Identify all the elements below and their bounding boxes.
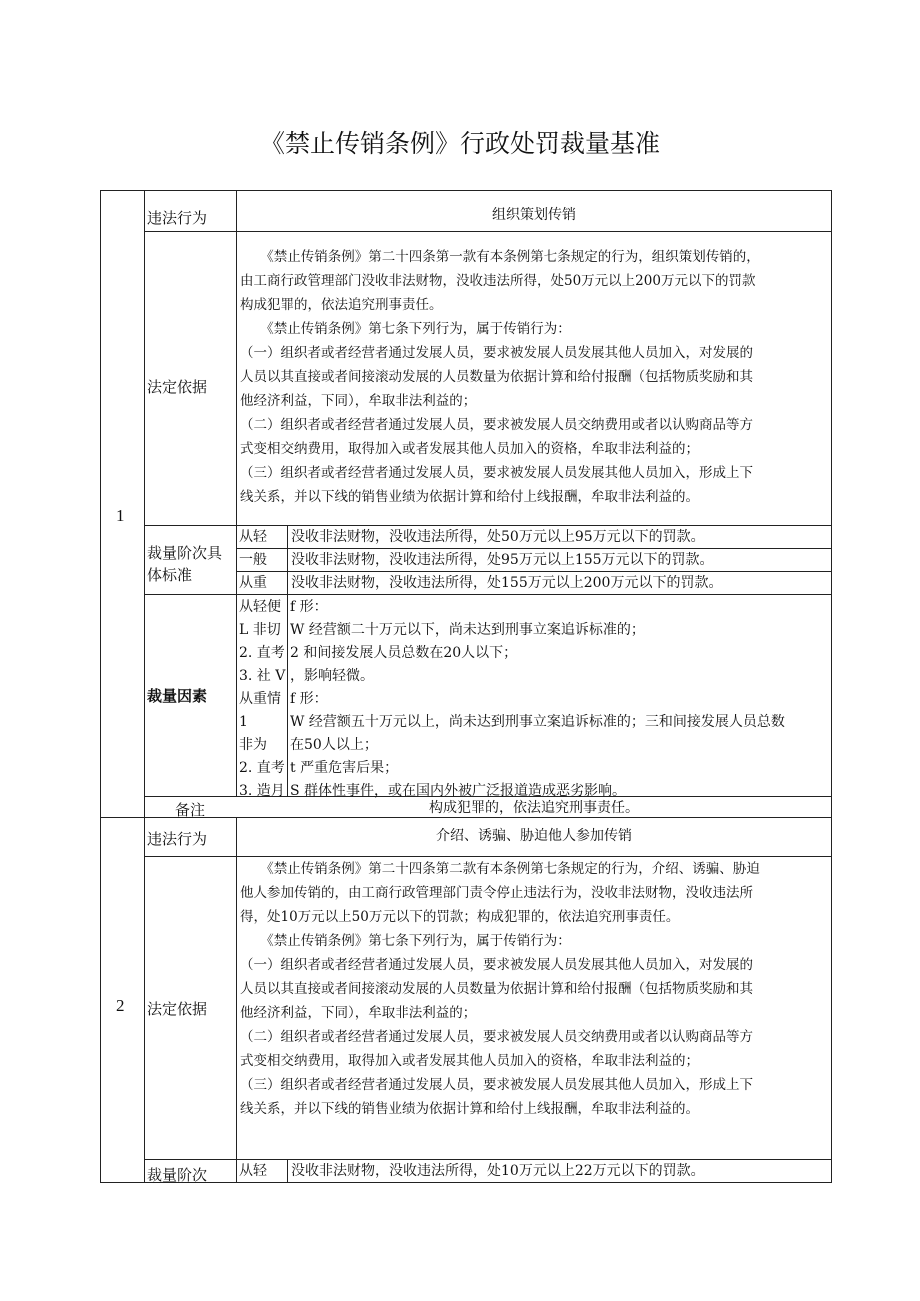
violation-label: 违法行为 — [147, 209, 208, 227]
factor-left-column: 从轻便 L 非切 2. 直考 3. 社 V 从重情 1 非为 2. 直考 3. 造月 — [239, 599, 286, 799]
remark-text: 构成犯罪的，依法追究刑事责任。 — [429, 800, 639, 816]
column-divider — [144, 190, 145, 1183]
column-divider — [236, 190, 237, 797]
level-name: 从轻 — [239, 1163, 267, 1179]
level-text: 没收非法财物，没收违法所得，处10万元以上22万元以下的罚款。 — [291, 1163, 705, 1179]
column-divider — [287, 1159, 288, 1183]
levels-label: 裁量阶次 — [147, 1166, 208, 1184]
basis-text: 《禁止传销条例》第二十四条第二款有本条例第七条规定的行为，介绍、诱骗、胁迫 他人参加传销的，由工商行政管理部门责令停止违法行为，没收非法财物，没收违法所 得，处10万元以上50万元以下的罚款；构成犯罪的，依法追究刑事责任。 《禁止传销条例》第七条下列行为，属于传销行为： （一）组织者或者经营者通过发展人员，要求被发展人员发展其他人员加入，对发展的 人员以其直接或者间接滚动发展的人员数量为依据计算和给付报酬（包括物质奖励和其 他经济利益，下同），牟取非法利益的； （二）组织者或者经营者通过发展人员，要求被发展人员交纳费用或者以认购商品等方 式变相交纳费用，取得加入或者发展其他人员加入的资格，牟取非法利益的； （三）组织者或者经营者通过发展人员，要求被发展人员发展其他人员加入，形成上下 线关系，并以下线的销售业绩为依据计算和给付上线报酬，牟取非法利益的。 — [240, 861, 760, 1117]
table-border-left — [100, 190, 101, 1183]
column-divider — [287, 594, 288, 797]
levels-label: 裁量阶次具 — [147, 544, 223, 562]
level-name: 从轻 — [239, 529, 267, 545]
violation-text: 介绍、诱骗、胁迫他人参加传销 — [436, 828, 632, 844]
basis-label: 法定依据 — [147, 1000, 208, 1018]
table-border-top — [100, 190, 832, 191]
level-text: 没收非法财物，没收违法所得，处50万元以上95万元以下的罚款。 — [291, 529, 705, 545]
level-text: 没收非法财物，没收违法所得，处95万元以上155万元以下的罚款。 — [291, 552, 714, 568]
row-number: 2 — [116, 996, 125, 1015]
violation-label: 违法行为 — [147, 830, 208, 848]
level-name: 从重 — [239, 575, 267, 591]
column-divider — [287, 525, 288, 595]
violation-text: 组织策划传销 — [492, 207, 576, 223]
basis-label: 法定依据 — [147, 378, 208, 396]
column-divider — [236, 817, 237, 1183]
page-title: 《禁止传销条例》行政处罚裁量基准 — [259, 129, 660, 158]
table-border-right — [831, 190, 832, 1183]
row-number: 1 — [116, 506, 125, 525]
basis-text: 《禁止传销条例》第二十四条第一款有本条例第七条规定的行为，组织策划传销的， 由工商行政管理部门没收非法财物，没收违法所得，处50万元以上200万元以下的罚款 构成犯罪的，依法追究刑事责任。 《禁止传销条例》第七条下列行为，属于传销行为： （一）组织者或者经营者通过发展人员，要求被发展人员发展其他人员加入，对发展的 人员以其直接或者间接滚动发展的人员数量为依据计算和给付报酬（包括物质奖励和其 他经济利益，下同），牟取非法利益的； （二）组织者或者经营者通过发展人员，要求被发展人员交纳费用或者以认购商品等方 式变相交纳费用，取得加入或者发展其他人员加入的资格，牟取非法利益的； （三）组织者或者经营者通过发展人员，要求被发展人员发展其他人员加入，形成上下 线关系，并以下线的销售业绩为依据计算和给付上线报酬，牟取非法利益的。 — [240, 249, 760, 505]
level-name: 一般 — [239, 552, 267, 568]
remark-label: 备注 — [175, 801, 206, 819]
levels-label: 体标准 — [147, 566, 193, 584]
row-divider — [144, 231, 832, 232]
factor-right-column: f 形： W 经营额二十万元以下，尚未达到刑事立案追诉标准的； 2 和间接发展人员总数在20人以下； ，影响轻微。 f 形： W 经营额五十万元以上，尚未达到刑事立案追诉标准的；三和间接发展人员总数 在50人以上； t 严重危害后果； S 群体性事件，或在国内外被广泛报道造成恶劣影响。 — [290, 599, 785, 799]
factors-label: 裁量因素 — [147, 687, 208, 705]
level-text: 没收非法财物，没收违法所得，处155万元以上200万元以下的罚款。 — [291, 575, 723, 591]
